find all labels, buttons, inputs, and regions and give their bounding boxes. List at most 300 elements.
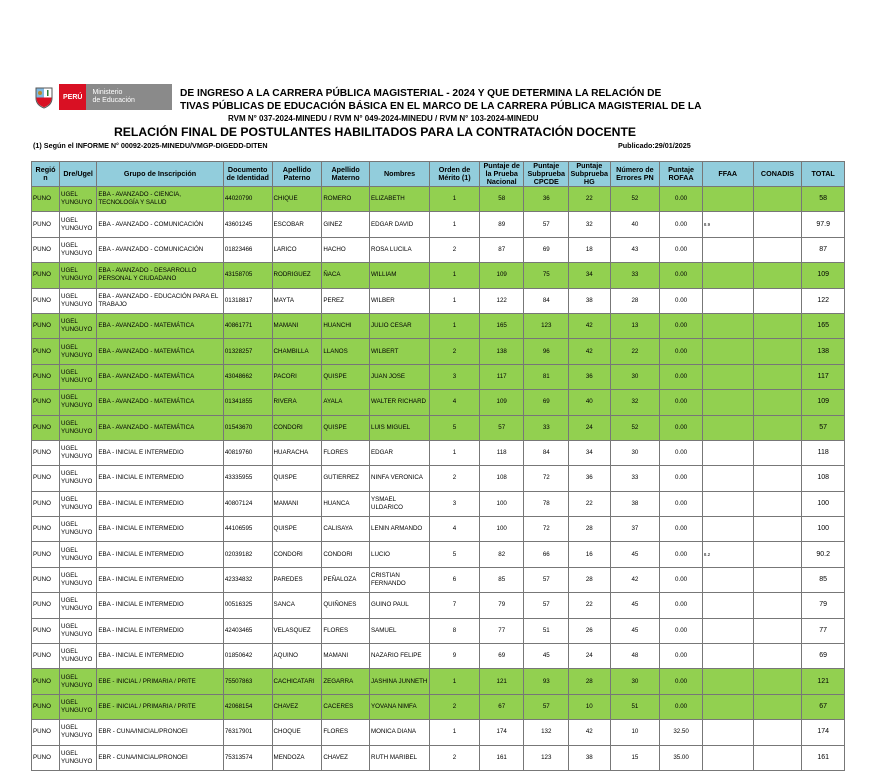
- table-cell: [753, 313, 802, 338]
- table-cell: 22: [569, 491, 610, 516]
- table-cell: 67: [479, 694, 524, 719]
- table-cell: 79: [802, 593, 845, 618]
- table-cell: MAMANI: [322, 644, 370, 669]
- table-cell: 42: [569, 339, 610, 364]
- table-cell: PUNO: [32, 440, 60, 465]
- table-cell: QUIÑONES: [322, 593, 370, 618]
- table-cell: PUNO: [32, 567, 60, 592]
- table-cell: 34: [569, 263, 610, 288]
- table-cell: PUNO: [32, 593, 60, 618]
- table-cell: 109: [479, 390, 524, 415]
- table-cell: GINEZ: [322, 212, 370, 237]
- table-cell: 44106595: [223, 517, 272, 542]
- table-cell: PUNO: [32, 669, 60, 694]
- table-cell: EBA - AVANZADO - EDUCACIÓN PARA EL TRABAJO: [97, 288, 224, 313]
- table-cell: 58: [479, 187, 524, 212]
- table-cell: EBA - INICIAL E INTERMEDIO: [97, 593, 224, 618]
- table-cell: FLORES: [322, 440, 370, 465]
- table-cell: EBA - AVANZADO - COMUNICACIÓN: [97, 212, 224, 237]
- table-cell: 66: [524, 542, 569, 567]
- table-cell: 16: [569, 542, 610, 567]
- table-cell: [753, 694, 802, 719]
- table-cell: 0.00: [660, 364, 703, 389]
- table-cell: 69: [524, 390, 569, 415]
- table-cell: [702, 669, 753, 694]
- table-body: [32, 187, 845, 771]
- table-cell: UGEL YUNGUYO: [59, 720, 96, 745]
- table-cell: 57: [524, 212, 569, 237]
- table-cell: EDGAR DAVID: [370, 212, 430, 237]
- table-cell: 38: [569, 288, 610, 313]
- table-cell: RUTH MARIBEL: [370, 745, 430, 770]
- table-cell: 01341855: [223, 390, 272, 415]
- table-cell: 42334832: [223, 567, 272, 592]
- table-cell: 6: [430, 567, 480, 592]
- table-cell: UGEL YUNGUYO: [59, 212, 96, 237]
- table-cell: EBE - INICIAL / PRIMARIA / PRITE: [97, 694, 224, 719]
- column-header: Dre/Ugel: [59, 162, 96, 187]
- table-cell: [753, 517, 802, 542]
- table-cell: 28: [569, 567, 610, 592]
- table-cell: 0.00: [660, 339, 703, 364]
- table-cell: 100: [802, 491, 845, 516]
- table-cell: 90.2: [802, 542, 845, 567]
- table-cell: QUISPE: [322, 415, 370, 440]
- table-cell: PUNO: [32, 263, 60, 288]
- table-cell: 42: [610, 567, 660, 592]
- column-header: Puntaje Subprueba HG: [570, 161, 609, 186]
- table-cell: 57: [524, 593, 569, 618]
- header-line-1: DE INGRESO A LA CARRERA PÚBLICA MAGISTERIAL - 2024 Y QUE DETERMINA LA RELACIÓN DE: [180, 88, 662, 99]
- table-cell: [702, 567, 753, 592]
- table-cell: 35.00: [660, 745, 703, 770]
- table-cell: EBA - INICIAL E INTERMEDIO: [97, 440, 224, 465]
- table-cell: 40819760: [223, 440, 272, 465]
- table-cell: 122: [479, 288, 524, 313]
- table-cell: EBR - CUNA/INICIAL/PRONOEI: [97, 720, 224, 745]
- table-cell: 2: [430, 237, 480, 262]
- column-header: Orden de Mérito (1): [430, 162, 480, 187]
- table-cell: 22: [569, 593, 610, 618]
- table-cell: 0.00: [660, 466, 703, 491]
- table-cell: 0.00: [660, 567, 703, 592]
- table-cell: 52: [610, 187, 660, 212]
- table-row: [32, 618, 845, 643]
- table-cell: WILBER: [370, 288, 430, 313]
- page-title: RELACIÓN FINAL DE POSTULANTES HABILITADOS PARA LA CONTRATACIÓN DOCENTE: [114, 125, 637, 139]
- table-cell: PUNO: [32, 415, 60, 440]
- table-cell: 37: [610, 517, 660, 542]
- table-cell: YOVANA NIMFA: [370, 694, 430, 719]
- table-cell: PUNO: [32, 618, 60, 643]
- table-cell: 24: [569, 644, 610, 669]
- table-cell: MAMANI: [272, 491, 322, 516]
- table-cell: WILBERT: [370, 339, 430, 364]
- table-row: [32, 491, 845, 516]
- logo-peru: PERÚ: [59, 84, 86, 110]
- table-cell: 2: [430, 745, 480, 770]
- table-cell: 45: [610, 542, 660, 567]
- table-cell: 78: [524, 491, 569, 516]
- table-cell: UGEL YUNGUYO: [59, 263, 96, 288]
- table-cell: 3: [430, 364, 480, 389]
- table-cell: 30: [610, 669, 660, 694]
- table-cell: [702, 644, 753, 669]
- table-cell: 0.00: [660, 440, 703, 465]
- table-cell: LLANOS: [322, 339, 370, 364]
- table-cell: 89: [479, 212, 524, 237]
- table-cell: 75313574: [223, 745, 272, 770]
- table-cell: 36: [524, 187, 569, 212]
- table-cell: PEÑALOZA: [322, 567, 370, 592]
- table-cell: 0.00: [660, 618, 703, 643]
- table-cell: [753, 288, 802, 313]
- table-cell: [702, 313, 753, 338]
- column-header: Puntaje de la Prueba Nacional: [479, 162, 524, 187]
- table-cell: 13: [610, 313, 660, 338]
- table-cell: ROMERO: [322, 187, 370, 212]
- table-cell: 38: [569, 745, 610, 770]
- table-cell: PUNO: [32, 466, 60, 491]
- table-cell: EBA - INICIAL E INTERMEDIO: [97, 517, 224, 542]
- table-cell: 8.9: [702, 212, 753, 237]
- table-cell: 0.00: [660, 390, 703, 415]
- table-cell: FLORES: [322, 720, 370, 745]
- table-cell: PACORI: [272, 364, 322, 389]
- table-cell: EBR - CUNA/INICIAL/PRONOEI: [97, 745, 224, 770]
- table-cell: 100: [802, 517, 845, 542]
- table-row: [32, 237, 845, 262]
- table-cell: 75: [524, 263, 569, 288]
- table-cell: 123: [524, 745, 569, 770]
- table-cell: PUNO: [32, 491, 60, 516]
- table-cell: 40807124: [223, 491, 272, 516]
- minedu-logo: [33, 84, 172, 110]
- table-cell: UGEL YUNGUYO: [59, 440, 96, 465]
- table-cell: UGEL YUNGUYO: [59, 313, 96, 338]
- table-cell: PUNO: [32, 288, 60, 313]
- column-header: Grupo de Inscripción: [97, 162, 224, 187]
- table-cell: 85: [479, 567, 524, 592]
- table-row: [32, 415, 845, 440]
- table-cell: [753, 339, 802, 364]
- table-cell: [753, 618, 802, 643]
- table-cell: WALTER RICHARD: [370, 390, 430, 415]
- table-cell: [753, 593, 802, 618]
- table-cell: 43158705: [223, 263, 272, 288]
- table-cell: 77: [802, 618, 845, 643]
- table-cell: 52: [610, 415, 660, 440]
- table-row: [32, 288, 845, 313]
- table-cell: 58: [802, 187, 845, 212]
- table-cell: 24: [569, 415, 610, 440]
- table-cell: UGEL YUNGUYO: [59, 415, 96, 440]
- table-cell: NINFA VERONICA: [370, 466, 430, 491]
- table-cell: 2: [430, 694, 480, 719]
- table-cell: [753, 542, 802, 567]
- table-cell: 48: [610, 644, 660, 669]
- table-row: [32, 720, 845, 745]
- table-cell: AQUINO: [272, 644, 322, 669]
- table-cell: [753, 466, 802, 491]
- table-cell: EBA - AVANZADO - MATEMÁTICA: [97, 313, 224, 338]
- table-cell: UGEL YUNGUYO: [59, 364, 96, 389]
- table-cell: UGEL YUNGUYO: [59, 187, 96, 212]
- table-cell: SAMUEL: [370, 618, 430, 643]
- table-cell: CONDORI: [322, 542, 370, 567]
- table-cell: 122: [802, 288, 845, 313]
- table-cell: 01850642: [223, 644, 272, 669]
- table-cell: MONICA DIANA: [370, 720, 430, 745]
- table-cell: 0.00: [660, 517, 703, 542]
- table-cell: [753, 491, 802, 516]
- table-cell: EBA - AVANZADO - MATEMÁTICA: [97, 390, 224, 415]
- table-cell: 1: [430, 669, 480, 694]
- column-header: Regió n: [32, 162, 60, 187]
- column-header: Puntaje ROFAA: [660, 162, 703, 187]
- table-cell: 1: [430, 212, 480, 237]
- table-cell: [753, 669, 802, 694]
- column-header: FFAA: [702, 162, 753, 187]
- table-cell: [702, 390, 753, 415]
- table-cell: ELIZABETH: [370, 187, 430, 212]
- column-header: Apellido Paterno: [272, 162, 322, 187]
- table-cell: EBA - INICIAL E INTERMEDIO: [97, 644, 224, 669]
- table-cell: PUNO: [32, 390, 60, 415]
- table-row: [32, 644, 845, 669]
- table-cell: 22: [610, 339, 660, 364]
- column-header: Número de Errores PN: [610, 162, 660, 187]
- table-cell: 72: [524, 466, 569, 491]
- table-row: [32, 390, 845, 415]
- table-cell: UGEL YUNGUYO: [59, 542, 96, 567]
- table-cell: 109: [802, 263, 845, 288]
- table-cell: UGEL YUNGUYO: [59, 466, 96, 491]
- table-cell: 34: [569, 440, 610, 465]
- table-row: [32, 669, 845, 694]
- table-row: [32, 187, 845, 212]
- table-cell: 28: [569, 669, 610, 694]
- table-cell: AYALA: [322, 390, 370, 415]
- table-cell: 2: [430, 339, 480, 364]
- table-cell: 26: [569, 618, 610, 643]
- table-cell: UGEL YUNGUYO: [59, 288, 96, 313]
- table-cell: HACHO: [322, 237, 370, 262]
- table-cell: EDGAR: [370, 440, 430, 465]
- table-cell: 01328257: [223, 339, 272, 364]
- table-cell: 96: [524, 339, 569, 364]
- table-cell: 57: [802, 415, 845, 440]
- table-cell: 0.00: [660, 593, 703, 618]
- table-cell: 42403465: [223, 618, 272, 643]
- table-cell: 121: [479, 669, 524, 694]
- table-cell: HUANCHI: [322, 313, 370, 338]
- table-cell: 5: [430, 415, 480, 440]
- table-cell: [753, 390, 802, 415]
- table-cell: EBA - AVANZADO - MATEMÁTICA: [97, 339, 224, 364]
- table-row: [32, 339, 845, 364]
- table-cell: 01823466: [223, 237, 272, 262]
- table-cell: 43335955: [223, 466, 272, 491]
- table-cell: [702, 237, 753, 262]
- table-cell: 0.00: [660, 313, 703, 338]
- table-cell: EBA - INICIAL E INTERMEDIO: [97, 567, 224, 592]
- table-cell: 97.9: [802, 212, 845, 237]
- column-header: Documento de Identidad: [223, 162, 272, 187]
- table-cell: 109: [479, 263, 524, 288]
- table-cell: CHAVEZ: [272, 694, 322, 719]
- table-cell: UGEL YUNGUYO: [59, 567, 96, 592]
- table-cell: 42: [569, 313, 610, 338]
- table-cell: [702, 618, 753, 643]
- table-cell: PUNO: [32, 694, 60, 719]
- table-cell: 138: [479, 339, 524, 364]
- table-row: [32, 542, 845, 567]
- table-cell: 69: [524, 237, 569, 262]
- column-header: Nombres: [370, 162, 430, 187]
- table-cell: 33: [610, 466, 660, 491]
- table-cell: UGEL YUNGUYO: [59, 669, 96, 694]
- table-cell: [702, 466, 753, 491]
- table-cell: 43048662: [223, 364, 272, 389]
- logo-ministry-line1: Ministerio: [92, 89, 123, 96]
- table-cell: 15: [610, 745, 660, 770]
- table-row: [32, 212, 845, 237]
- table-cell: UGEL YUNGUYO: [59, 618, 96, 643]
- table-cell: UGEL YUNGUYO: [59, 339, 96, 364]
- table-cell: EBA - AVANZADO - MATEMÁTICA: [97, 364, 224, 389]
- table-cell: 117: [479, 364, 524, 389]
- table-cell: EBE - INICIAL / PRIMARIA / PRITE: [97, 669, 224, 694]
- table-cell: 100: [479, 491, 524, 516]
- table-cell: 10: [569, 694, 610, 719]
- table-cell: 100: [479, 517, 524, 542]
- table-cell: 28: [610, 288, 660, 313]
- table-cell: 45: [610, 593, 660, 618]
- table-cell: PEREZ: [322, 288, 370, 313]
- table-cell: 165: [802, 313, 845, 338]
- table-cell: UGEL YUNGUYO: [59, 593, 96, 618]
- table-cell: QUISPE: [322, 364, 370, 389]
- table-cell: 36: [569, 466, 610, 491]
- table-cell: RIVERA: [272, 390, 322, 415]
- report-note: (1) Según el INFORME N° 00092-2025-MINEDU/VMGP-DIGEDD-DITEN: [33, 141, 268, 150]
- table-cell: 165: [479, 313, 524, 338]
- table-cell: [702, 415, 753, 440]
- table-row: [32, 567, 845, 592]
- table-cell: [702, 593, 753, 618]
- table-cell: 82: [479, 542, 524, 567]
- table-cell: 85: [802, 567, 845, 592]
- table-header-row: [32, 162, 845, 187]
- table-cell: 5: [430, 542, 480, 567]
- table-cell: 02039182: [223, 542, 272, 567]
- table-cell: MENDOZA: [272, 745, 322, 770]
- table-cell: EBA - INICIAL E INTERMEDIO: [97, 542, 224, 567]
- column-header: Apellido Materno: [322, 162, 370, 187]
- table-cell: 69: [802, 644, 845, 669]
- table-cell: 77: [479, 618, 524, 643]
- table-cell: UGEL YUNGUYO: [59, 237, 96, 262]
- table-cell: 1: [430, 187, 480, 212]
- table-row: [32, 364, 845, 389]
- table-cell: LENIN ARMANDO: [370, 517, 430, 542]
- table-cell: PUNO: [32, 237, 60, 262]
- table-cell: JULIO CESAR: [370, 313, 430, 338]
- table-cell: [753, 720, 802, 745]
- table-cell: [753, 364, 802, 389]
- table-cell: FLORES: [322, 618, 370, 643]
- table-cell: PUNO: [32, 187, 60, 212]
- table-cell: ROSA LUCILA: [370, 237, 430, 262]
- header-line-3: RVM N° 037-2024-MINEDU / RVM N° 049-2024-MINEDU / RVM N° 103-2024-MINEDU: [228, 114, 539, 123]
- table-cell: 132: [524, 720, 569, 745]
- table-cell: EBA - INICIAL E INTERMEDIO: [97, 491, 224, 516]
- table-cell: [702, 263, 753, 288]
- table-cell: 10: [610, 720, 660, 745]
- table-cell: 174: [802, 720, 845, 745]
- table-cell: 79: [479, 593, 524, 618]
- table-cell: 42068154: [223, 694, 272, 719]
- table-cell: 108: [802, 466, 845, 491]
- header-line-2: TIVAS PÚBLICAS DE EDUCACIÓN BÁSICA EN EL MARCO DE LA CARRERA PÚBLICA MAGISTERIAL DE LA: [180, 101, 702, 112]
- table-cell: [753, 187, 802, 212]
- table-cell: 32: [610, 390, 660, 415]
- table-cell: JASHINA JUNNETH: [370, 669, 430, 694]
- table-cell: PUNO: [32, 212, 60, 237]
- table-cell: 81: [524, 364, 569, 389]
- table-cell: LUCIO: [370, 542, 430, 567]
- table-row: [32, 466, 845, 491]
- table-cell: 3: [430, 491, 480, 516]
- table-cell: YSMAEL ULDARICO: [370, 491, 430, 516]
- table-cell: CHIQUE: [272, 187, 322, 212]
- table-cell: 121: [802, 669, 845, 694]
- table-cell: UGEL YUNGUYO: [59, 745, 96, 770]
- table-cell: 0.00: [660, 212, 703, 237]
- table-cell: [753, 263, 802, 288]
- table-cell: 40: [610, 212, 660, 237]
- table-cell: QUISPE: [272, 517, 322, 542]
- coat-of-arms-icon: [33, 84, 55, 110]
- table-cell: 138: [802, 339, 845, 364]
- table-cell: LUIS MIGUEL: [370, 415, 430, 440]
- table-cell: 0.00: [660, 644, 703, 669]
- table-cell: 36: [569, 364, 610, 389]
- table-cell: 51: [524, 618, 569, 643]
- table-cell: [702, 364, 753, 389]
- table-cell: 18: [569, 237, 610, 262]
- table-cell: [702, 187, 753, 212]
- table-row: [32, 313, 845, 338]
- table-cell: PUNO: [32, 745, 60, 770]
- table-cell: [702, 440, 753, 465]
- table-cell: 2: [430, 466, 480, 491]
- table-cell: CONDORI: [272, 415, 322, 440]
- table-cell: PUNO: [32, 517, 60, 542]
- table-cell: 0.00: [660, 263, 703, 288]
- table-cell: 69: [479, 644, 524, 669]
- logo-ministry-line2: de Educación: [92, 97, 135, 104]
- table-cell: MAYTA: [272, 288, 322, 313]
- table-cell: ZEGARRA: [322, 669, 370, 694]
- table-cell: 42: [569, 720, 610, 745]
- table-cell: [702, 288, 753, 313]
- table-cell: ÑACA: [322, 263, 370, 288]
- table-cell: 1: [430, 440, 480, 465]
- table-cell: 67: [802, 694, 845, 719]
- table-cell: PAREDES: [272, 567, 322, 592]
